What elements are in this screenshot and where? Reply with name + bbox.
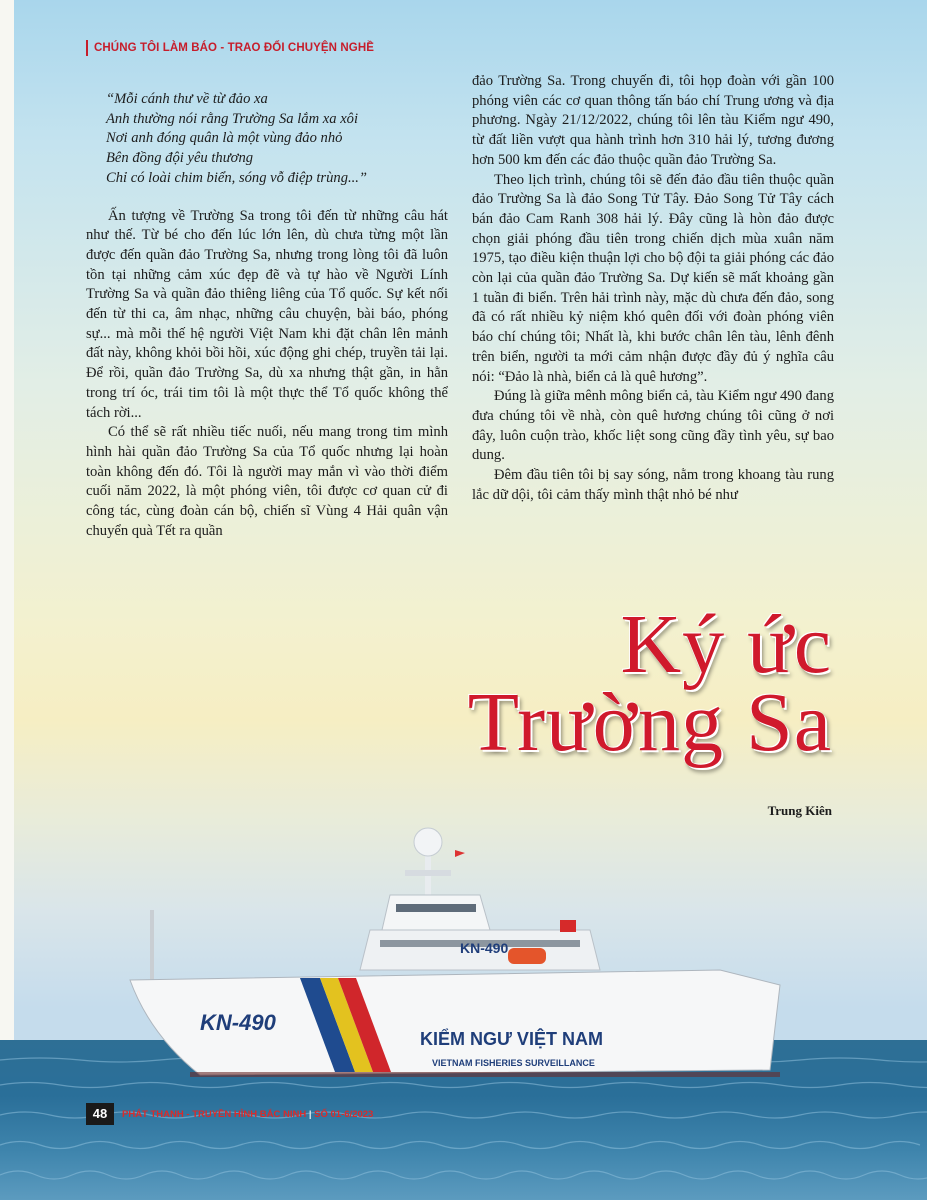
body-paragraph: Ấn tượng về Trường Sa trong tôi đến từ những câu hát như thế. Từ bé cho đến lúc lớn lên, dù chưa từng một lần được đến quần đảo Trường Sa, nhưng trong lòng tôi đã luôn tồn tại những cảm xúc đẹp đẽ và tự hào về Người Lính Trường Sa và quần đảo thiêng liêng của Tổ quốc. Sự kết nối đến từ thi ca, âm nhạc, những câu chuyện, bài báo, phóng sự... mà mỗi thế hệ người Việt Nam khi đặt chân lên mảnh đất này, không khỏi bồi hồi, xúc động ghi chép, truyền tải lại. Để rồi, quần đảo Trường Sa, dù xa nhưng thật gần, in hằn trong trí óc, trái tim tôi là một thực thể Tổ quốc không thể tách rời... [86,207,448,421]
page-footer [86,1102,373,1126]
body-paragraph: đảo Trường Sa. Trong chuyến đi, tôi họp đoàn với gần 100 phóng viên các cơ quan thông tấn báo chí Trung ương và địa phương. Ngày 21/12/2022, chúng tôi lên tàu Kiểm ngư 490, từ đất liền vượt qua hành trình hơn 310 hải lý, tương đương hơn 500 km đến các đảo thuộc quần đảo Trường Sa. [472,73,834,168]
poem-line: Anh thường nói rằng Trường Sa lắm xa xôi [106,110,359,127]
ship-hull-code: KN-490 [200,1010,276,1035]
publication-line [122,1109,373,1120]
poem-line: Bên đồng đội yêu thương [106,150,254,167]
body-paragraph: Theo lịch trình, chúng tôi sẽ đến đảo đầu tiên thuộc quần đảo Trường Sa là đảo Song Tử Tây. Đảo Song Tử Tây cách bán đảo Cam Ranh 308 hải lý. Đây cũng là hòn đảo được chọn giải phóng đầu tiên trong chiến dịch mùa xuân năm 1975, tạo điều kiện thuận lợi cho bộ đội ta giải phóng các đảo còn lại của quần đảo Trường Sa. Dự kiến sẽ mất khoảng gần 1 tuần đi biển. Trên hải trình này, mặc dù chưa đến đảo, song đã có rất nhiều kỷ niệm khó quên đối với đoàn phóng viên báo chí chúng tôi; Nhất là, khi bước chân lên tàu, lênh đênh trên biển, người ta mới cảm nhận được đầy đủ ý nghĩa câu nói: “Đảo là nhà, biển cả là quê hương”. [472,171,834,385]
article-title-line: Ký ức [620,598,832,691]
ship-bridge-code: KN-490 [460,940,509,956]
right-column [472,72,834,505]
left-column [86,90,448,541]
footer-separator: | [308,1108,312,1120]
issue-number: SỐ 01-6/2023 [314,1108,374,1120]
article-title [467,598,832,769]
radar-dome [414,828,442,856]
poem [86,90,448,189]
body-paragraph: Đúng là giữa mênh mông biển cả, tàu Kiểm ngư 490 đang đưa chúng tôi về nhà, còn quê hương chúng tôi cũng ở nơi đây, luôn cuộn trào, khốc liệt song cũng đầy tình yêu, sự bao dung. [472,388,834,464]
publication-name: PHÁT THANH - TRUYỀN HÌNH BẮC NINH [122,1108,307,1120]
poem-line: Nơi anh đóng quân là một vùng đảo nhỏ [106,130,343,147]
article-title-line: Trường Sa [467,676,832,769]
author-byline: Trung Kiên [767,803,832,818]
section-header: CHÚNG TÔI LÀM BÁO - TRAO ĐỔI CHUYỆN NGHỀ [86,40,374,56]
body-paragraph: Đêm đầu tiên tôi bị say sóng, nằm trong khoang tàu rung lắc dữ dội, tôi cảm thấy mình thật nhỏ bé như [472,467,834,503]
ship-illustration [120,820,820,1090]
poem-line: Chỉ có loài chim biển, sóng vỗ điệp trùng...” [106,169,368,186]
body-paragraph: Có thể sẽ rất nhiều tiếc nuối, nếu mang trong tim mình hình hài quần đảo Trường Sa của Tổ quốc nhưng lại hoàn toàn không đến đó. Tôi là người may mắn vì vào thời điểm cuối năm 2022, là một phóng viên, tôi được cơ quan cử đi công tác, cùng đoàn cán bộ, chiến sĩ Vùng 4 Hải quân vận chuyển quà Tết ra quần [86,424,448,539]
ship-name-text: KIỂM NGƯ VIỆT NAM [420,1029,603,1049]
ship-subtitle-text: VIETNAM FISHERIES SURVEILLANCE [432,1058,595,1068]
page-number: 48 [86,1103,114,1125]
page-margin [0,0,14,1200]
poem-line: “Mỗi cánh thư về từ đảo xa [106,91,268,107]
